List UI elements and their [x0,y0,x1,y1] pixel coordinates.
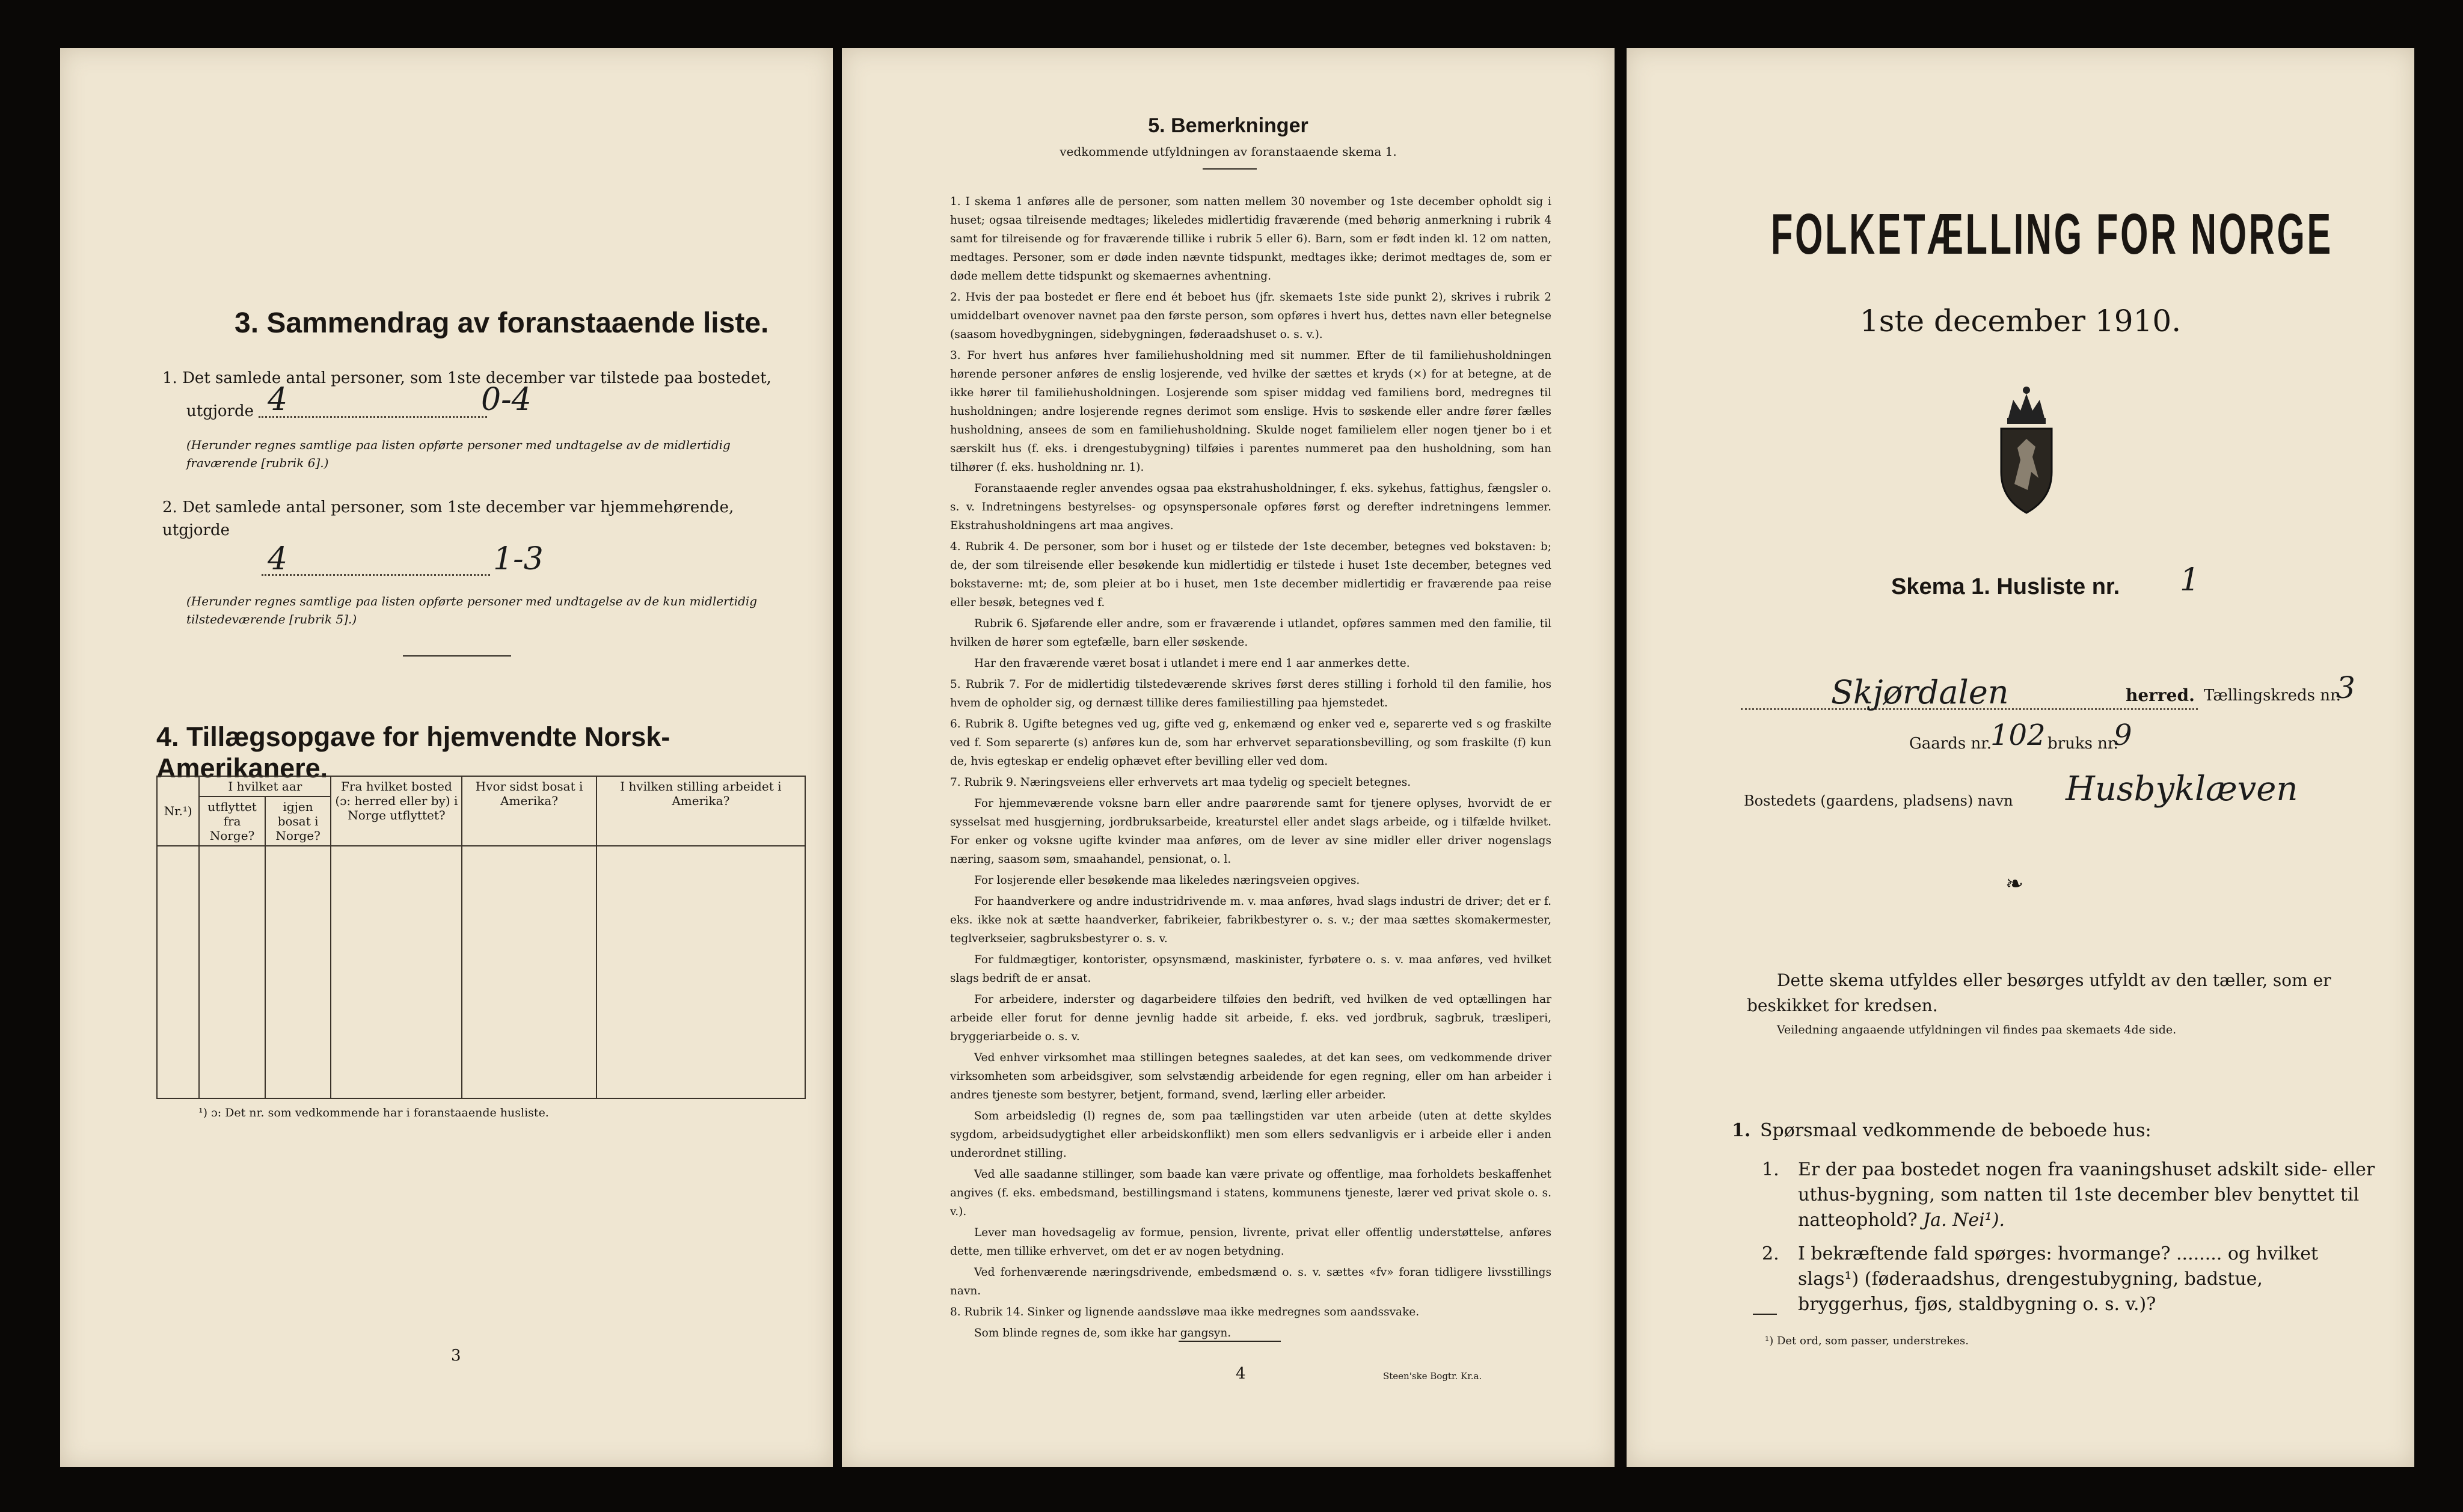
page-3 [60,48,833,1467]
remark-paragraph: Ved enhver virksomhet maa stillingen betegnes saaledes, at det kan sees, om vedkommende driver virksomheten som arbeidsgiver, som selvstændig arbeidende for egen regning, eller om han arbeider i andres tjeneste som bestyrer, betjent, formand, svend, lærling eller arbeider. [950,1051,1551,1101]
remarks-end-rule [1179,1341,1281,1342]
remark-paragraph: 3. For hvert hus anføres hver familiehusholdning med sit nummer. Efter de til familiehusholdningen hørende personer anføres de enslig losjerende, ved hvilke der sættes et kryds (×) for at betegne, at de ikke hører til familiehusholdningen. Losjerende som spiser middag ved familiens bord, medregnes til husholdningen; andre losjerende regnes derimot som enslige. Hvis to søskende eller andre fører fælles husholdning, ansees de som en familiehusholdning. Skulde noget familielem eller nogen tjener bo i et særskilt hus (f. eks. i drengestubygning) tilføies i parentes nummeret paa den husholdning, som han tilhører (f. eks. husholdning nr. 1). [950,349,1551,474]
ornament-icon: ❧ [2005,872,2024,896]
col-from-where: Fra hvilket bosted (ɔ: herred eller by) i Norge utflyttet? [331,776,462,846]
page1-footnote: ¹) Det ord, som passer, understrekes. [1765,1335,1969,1347]
remark-paragraph: Ved alle saadanne stillinger, som baade kan være private og offentlige, maa forholdets beskaffenhet angives (f. eks. embedsmand, bestillingsmand i statens, kommunens tjeneste, lærer ved privat skole o. s. v.). [950,1168,1551,1218]
col-emigrated: utflyttet fra Norge? [199,797,265,846]
item-1-text: 1. Det samlede antal personer, som 1ste december var tilstede paa bostedet, [162,369,771,387]
item-1-value: 4 [268,382,288,418]
bruks-label: bruks nr. [2047,735,2118,753]
remark-paragraph: 8. Rubrik 14. Sinker og lignende aandssløve maa ikke medregnes som aandssvake. [950,1306,1420,1318]
bruks-value: 9 [2114,718,2132,752]
col-last-residence: Hvor sidst bosat i Amerika? [462,776,596,846]
remark-paragraph: For fuldmægtiger, kontorister, opsynsmænd, maskinister, fyrbøtere o. s. v. maa anføres, ved hvilket slags bedrift de er ansat. [950,953,1551,985]
q1-number: 1. [1762,1159,1779,1180]
footnote-rule [1753,1314,1777,1315]
remark-paragraph: 4. Rubrik 4. De personer, som bor i huset og er tilstede der 1ste december, betegnes ved bokstaven: b; de, der som tilreisende eller besøkende kun midlertidig er tilstede i huset 1ste december, betegnes ved bokstaverne: mt; de, som pleier at bo i huset, men 1ste december midlertidig er fraværende paa reise eller besøk, betegnes ved f. [950,540,1551,609]
remark-paragraph: Ved forhenværende næringsdrivende, embedsmænd o. s. v. sættes «fv» foran tidligere livsstillings navn. [950,1266,1551,1297]
table-footnote: ¹) ɔ: Det nr. som vedkommende har i foranstaaende husliste. [198,1106,549,1119]
q1-text: Er der paa bostedet nogen fra vaaningshuset adskilt side- eller uthus-bygning, som natten til 1ste december blev benyttet til natteophold? Ja. Nei¹). [1798,1159,2375,1231]
table-cell [331,846,462,1098]
col-nr: Nr.¹) [157,776,199,846]
divider [403,655,511,657]
remark-paragraph: For hjemmeværende voksne barn eller andre paarørende samt for tjenere oplyses, hvorvidt de er sysselsat med husgjerning, jordbruksarbeide, kreaturstel eller andet slags arbeide, og i tilfælde hvilket. For enker og voksne ugifte kvinder maa anføres, om de lever av sine midler eller driver nogenslags næring, saasom søm, smaahandel, pensionat, o. l. [950,797,1551,866]
item-1-dotline [259,416,487,418]
remark-paragraph: 5. Rubrik 7. For de midlertidig tilstedeværende skrives først deres stilling i forhold til den familie, hos hvem de opholder sig, og dernæst tillike deres familiestilling paa hjemstedet. [950,678,1551,709]
bosted-value: Husbyklæven [2066,770,2298,809]
remark-paragraph: For arbeidere, inderster og dagarbeidere tilføies den bedrift, ved hvilken de ved optællingen har arbeide eller forut for denne jevnlig hadde sit arbeide, f. eks. ved jordbruk, sagbruk, træsliperi, bryggeriarbeide o. s. v. [950,993,1551,1043]
kreds-label: Tællingskreds nr. [2204,687,2341,705]
col-occupation: I hvilken stilling arbeidet i Amerika? [597,776,805,846]
item-1-note: (Herunder regnes samtlige paa listen opførte personer med undtagelse av de midlertidig fraværende [rubrik 6].) [186,438,731,470]
norway-coat-of-arms-icon [1990,376,2063,517]
gaards-value: 102 [1990,718,2046,752]
col-returned: igjen bosat i Norge? [265,797,331,846]
question-heading: Spørsmaal vedkommende de beboede hus: [1760,1120,2152,1141]
remark-paragraph: Som arbeidsledig (l) regnes de, som paa tællingstiden var uten arbeide (uten at dette skyldes sygdom, arbeidsudygtighet eller arbeidskonflikt) men som ellers sedvanligvis er i arbeide eller i anden underordnet stilling. [950,1110,1551,1160]
bosted-label: Bostedets (gaardens, pladsens) navn [1744,792,2013,809]
item-2-dotline [262,574,490,576]
remark-paragraph: 1. I skema 1 anføres alle de personer, som natten mellem 30 november og 1ste december opholdt sig i huset; ogsaa tilreisende medtages; likeledes midlertidig fraværende (med behørig anmerkning i rubrik 4 samt for tilreisende og for fraværende tillike i rubrik 5 eller 6). Barn, som er født inden kl. 12 om natten, medtages. Personer, som er døde inden nævnte tidspunkt, medtages ikke; derimot medtages de, som er døde mellem dette tidspunkt og skemaernes avhentning. [950,195,1551,283]
item-2-extra: 1-3 [493,541,544,577]
item-2-note: (Herunder regnes samtlige paa listen opførte personer med undtagelse av de kun midlertidig tilstedeværende [rubrik 5].) [186,594,758,626]
printer-mark: Steen'ske Bogtr. Kr.a. [1383,1371,1482,1382]
item-2-value: 4 [268,541,288,577]
remark-paragraph: Har den fraværende været bosat i utlandet i mere end 1 aar anmerkes dette. [974,657,1410,670]
item-2-text: 2. Det samlede antal personer, som 1ste december var hjemmehørende, utgjorde [162,498,734,539]
herred-value: Skjørdalen [1831,673,2009,711]
main-title: FOLKETÆLLING FOR NORGE [1771,202,2333,266]
page-1 [1627,48,2414,1467]
remarks-body [950,192,1551,1345]
table-cell [157,846,199,1098]
table-cell [597,846,805,1098]
remark-paragraph: Som blinde regnes de, som ikke har gangsyn. [974,1327,1232,1339]
remarks-subtitle: vedkommende utfyldningen av foranstaaende skema 1. [1060,144,1397,159]
remark-paragraph: 2. Hvis der paa bostedet er flere end ét beboet hus (jfr. skemaets 1ste side punkt 2), skrives i rubrik 2 umiddelbart ovenover navnet paa den første person, som opføres i hvert hus, dettes navn eller betegnelse (saasom hovedbygningen, sidebygningen, føderaadshuset o. s. v.). [950,291,1551,341]
table-cell [199,846,265,1098]
herred-label: herred. [2126,685,2195,705]
item-1-utgjorde-label: utgjorde [186,402,254,420]
col-year-group: I hvilket aar [199,776,331,797]
remark-paragraph: Foranstaaende regler anvendes ogsaa paa ekstrahusholdninger, f. eks. sykehus, fattighus, fængsler o. s. v. Indretningens bestyrelses- og opsynspersonale opføres først og derefter indretningens lemmer. Ekstrahusholdningens art maa angives. [950,482,1551,532]
intro-text: Dette skema utfyldes eller besørges utfyldt av den tæller, som er beskikket for kredsen. [1747,970,2331,1015]
remark-paragraph: Rubrik 6. Sjøfarende eller andre, som er fraværende i utlandet, opføres sammen med den familie, til hvilken de hører som egtefælle, barn eller søskende. [950,617,1551,649]
section-4-title: 4. Tillægsopgave for hjemvendte Norsk-Amerikanere. [156,721,670,783]
gaards-label: Gaards nr. [1909,735,1992,753]
remark-paragraph: For losjerende eller besøkende maa likeledes næringsveien opgives. [974,874,1360,887]
page-number-3: 3 [451,1347,461,1365]
table-cell [265,846,331,1098]
q1-answer: Ja. Nei¹). [1923,1210,2005,1231]
table-body-row [157,846,805,1098]
section-3-title: 3. Sammendrag av foranstaaende liste. [235,307,769,339]
remark-paragraph: For haandverkere og andre industridrivende m. v. maa anføres, hvad slags industri de driver; det er f. eks. ikke nok at sætte haandverker, fabrikeier, fabrikbestyrer o. s. v.; der maa sættes skomakermester, teglverkseier, sagbruksbestyrer o. s. v. [950,895,1551,945]
q2-number: 2. [1762,1243,1779,1264]
remark-paragraph: Lever man hovedsagelig av formue, pension, livrente, privat eller offentlig understøttelse, anføres dette, men tillike erhvervet, om det er av nogen betydning. [950,1226,1551,1258]
q2-text: I bekræftende fald spørges: hvormange? ........ og hvilket slags¹) (føderaadshus, drengestubygning, badstue, bryggerhus, fjøs, staldbygning o. s. v.)? [1798,1243,2319,1315]
question-heading-number: 1. [1732,1120,1751,1141]
skema-label: Skema 1. Husliste nr. [1891,574,2120,599]
intro-note: Veiledning angaaende utfyldningen vil findes paa skemaets 4de side. [1777,1023,2177,1036]
census-date: 1ste december 1910. [1859,304,2182,338]
remarks-title: 5. Bemerkninger [1148,114,1308,137]
remark-paragraph: 7. Rubrik 9. Næringsveiens eller erhvervets art maa tydelig og specielt betegnes. [950,776,1411,789]
kreds-value: 3 [2336,670,2355,705]
remarks-rule [1203,168,1257,170]
page-4 [842,48,1615,1467]
table-cell [462,846,596,1098]
remark-paragraph: 6. Rubrik 8. Ugifte betegnes ved ug, gifte ved g, enkemænd og enker ved e, separerte ved s og fraskilte ved f. Som separerte (s) anføres kun de, som har erhvervet separationsbevilling, og som fraskilte (f) kun de, hvis egteskap er endelig ophævet efter bevilling eller ved dom. [950,718,1551,768]
norsk-amerikanere-table [156,776,806,1099]
husliste-nr: 1 [2180,562,2200,598]
item-1-extra: 0-4 [481,382,532,418]
page-number-4: 4 [1236,1365,1246,1383]
